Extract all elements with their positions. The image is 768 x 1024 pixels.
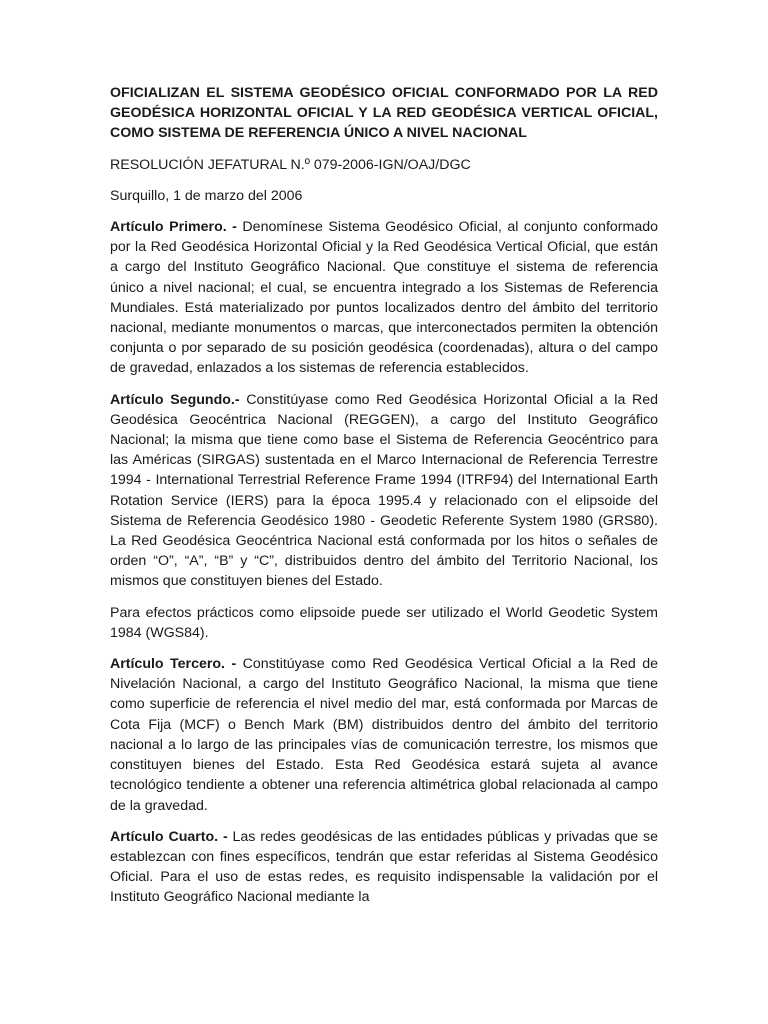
resolution-number: RESOLUCIÓN JEFATURAL N.º 079-2006-IGN/OAJ/DGC	[110, 156, 471, 173]
article-heading: Artículo Tercero. -	[110, 656, 237, 673]
article-body: Las redes geodésicas de las entidades públicas y privadas que se establezcan con fines específicos, tendrán que estar referidas al Sistema Geodésico Oficial. Para el uso de estas redes, es requisito indispensable la validación por el Instituto Geográfico Nacional mediante la	[110, 828, 658, 906]
article-body: Constitúyase como Red Geodésica Vertical Oficial a la Red de Nivelación Nacional, a cargo del Instituto Geográfico Nacional, la misma que tiene como superficie de referencia el nivel medio del mar, está conformada por Marcas de Cota Fija (MCF) o Bench Mark (BM) distribuidos dentro del ámbito del territorio nacional a lo largo de las principales vías de comunicación terrestre, los mismos que constituyen bienes del Estado. Esta Red Geodésica estará sujeta al avance tecnológico tendiente a obtener una referencia altimétrica global relacionada al campo de la gravedad.	[110, 656, 658, 814]
document-title: OFICIALIZAN EL SISTEMA GEODÉSICO OFICIAL CONFORMADO POR LA RED GEODÉSICA HORIZONTAL OFICIAL Y LA RED GEODÉSICA VERTICAL OFICIAL, COMO SISTEMA DE REFERENCIA ÚNICO A NIVEL NACIONAL	[110, 85, 658, 142]
article-heading: Artículo Segundo.-	[110, 391, 240, 408]
document-page	[110, 83, 658, 919]
article-tercero	[110, 654, 658, 816]
article-heading: Artículo Primero. -	[110, 219, 237, 236]
place-date: Surquillo, 1 de marzo del 2006	[110, 187, 303, 204]
article-primero	[110, 217, 658, 379]
article-heading: Artículo Cuarto. -	[110, 828, 228, 845]
wgs84-note	[110, 603, 658, 643]
article-segundo	[110, 390, 658, 592]
article-body: Constitúyase como Red Geodésica Horizontal Oficial a la Red Geodésica Geocéntrica Nacional (REGGEN), a cargo del Instituto Geográfico Nacional; la misma que tiene como base el Sistema de Referencia Geocéntrico para las Américas (SIRGAS) sustentada en el Marco Internacional de Referencia Terrestre 1994 - International Terrestrial Reference Frame 1994 (ITRF94) del International Earth Rotation Service (IERS) para la época 1995.4 y relacionado con el elipsoide del Sistema de Referencia Geodésico 1980 - Geodetic Referente System 1980 (GRS80). La Red Geodésica Geocéntrica Nacional está conformada por los hitos o señales de orden “O”, “A”, “B” y “C”, distribuidos dentro del ámbito del Territorio Nacional, los mismos que constituyen bienes del Estado.	[110, 391, 658, 590]
article-cuarto	[110, 827, 658, 908]
article-body: Denomínese Sistema Geodésico Oficial, al conjunto conformado por la Red Geodésica Horizontal Oficial y la Red Geodésica Vertical Oficial, que están a cargo del Instituto Geográfico Nacional. Que constituye el sistema de referencia único a nivel nacional; el cual, se encuentra integrado a los Sistemas de Referencia Mundiales. Está materializado por puntos localizados dentro del ámbito del territorio nacional, mediante monumentos o marcas, que interconectados permiten la obtención conjunta o por separado de su posición geodésica (coordenadas), altura o del campo de gravedad, enlazados a los sistemas de referencia establecidos.	[110, 219, 658, 377]
paragraph-body: Para efectos prácticos como elipsoide puede ser utilizado el World Geodetic System 1984 (WGS84).	[110, 604, 658, 641]
